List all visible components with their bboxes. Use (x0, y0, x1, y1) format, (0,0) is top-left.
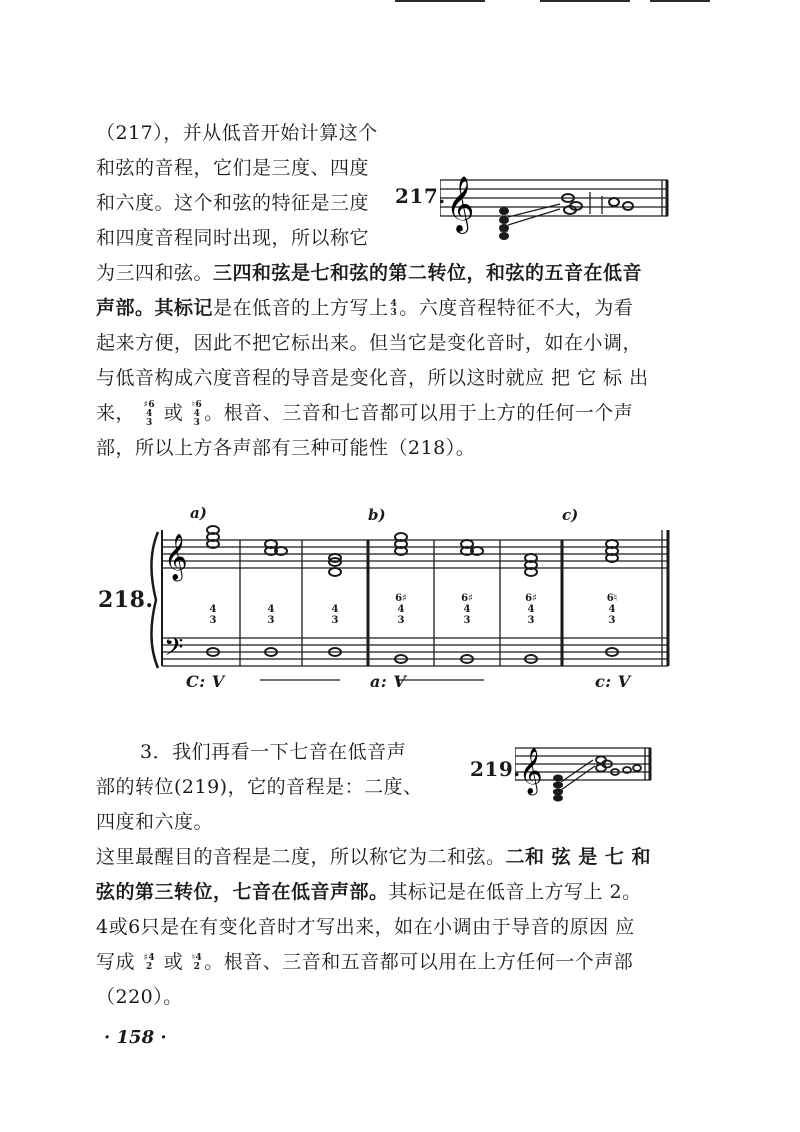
figured-bass-digit: 4 (209, 604, 217, 615)
text-normal: 。六度音程特征不大，为看 (399, 297, 634, 319)
section3-line: 部的转位(219)，它的音程是：二度、 (96, 776, 423, 798)
key-marker-a: a: V (370, 672, 407, 691)
figured-mark: ♮4 2 (191, 953, 203, 972)
text-normal: 这里最醒目的音程是二度，所以称它为二和弦。 (96, 846, 506, 868)
section-label: c) (562, 506, 579, 524)
scan-mark (650, 0, 710, 2)
text-normal: 其标记是在低音上方写上 2。 (388, 881, 642, 903)
text-bold: 弦的第三转位，七音在低音声部。 (96, 881, 389, 903)
section3-line: 3．我们再看一下七音在低音声 (140, 741, 407, 763)
figured-mark: ♯4 2 (143, 953, 156, 972)
paragraph-line (96, 291, 633, 326)
bass-clef: 𝄢 (164, 633, 184, 668)
figured-bass-digit: 4 (527, 604, 535, 615)
text-normal: 或 (163, 951, 184, 973)
paragraph-line (96, 256, 642, 291)
paragraph-line: 与低音构成六度音程的导音是变化音，所以这时就应 把 它 标 出 (96, 367, 649, 389)
figured-bass-digit: 4 (267, 604, 275, 615)
figure-218-label: 218. (98, 587, 154, 613)
text-normal: 为三四和弦。 (96, 262, 214, 284)
figured-mark: ♯6 4 3 (143, 399, 156, 428)
paragraph-line: 4或6只是在有变化音时才写出来，如在小调由于导音的原因 应 (96, 916, 635, 938)
text-normal: 。根音、三音和五音都可以用在上方任何一个声部 (204, 951, 634, 973)
intro-line: 和六度。这个和弦的特征是三度 (96, 192, 370, 214)
note-head (329, 568, 341, 576)
figured-bass-digit: 3 (267, 615, 275, 626)
paragraph-line (96, 945, 633, 980)
figured-mark: ♮6 4 3 (191, 399, 203, 428)
figured-bass-digit: 6♮ (606, 593, 618, 604)
section3-line: 四度和六度。 (96, 811, 214, 833)
scan-mark (540, 0, 630, 2)
text-normal: 。根音、三音和七音都可以用于上方的任何一个声 (204, 402, 634, 424)
page-number: · 158 · (104, 1027, 167, 1048)
key-marker-c: C: V (186, 672, 225, 691)
text-normal: 写成 (96, 951, 136, 973)
svg-text:𝄞: 𝄞 (519, 748, 543, 794)
figured-bass-digit: 4 (397, 604, 405, 615)
text-normal: 来， (96, 402, 136, 424)
figured-bass-digit: 4 (608, 604, 616, 615)
figured-bass-digit: 3 (608, 615, 616, 626)
figured-bass-digit: 3 (397, 615, 405, 626)
figured-bass-digit: 3 (331, 615, 339, 626)
text-bold: 二和 弦 是 七 和 (505, 846, 651, 868)
figured-bass-digit: 3 (209, 615, 217, 626)
figure-217-notation (440, 162, 672, 244)
paragraph-line: 部，所以上方各声部有三种可能性（218）。 (96, 437, 476, 459)
figured-bass-digit: 3 (527, 615, 535, 626)
intro-line: 和弦的音程，它们是三度、四度 (96, 157, 370, 179)
figured-bass-digit: 6♯ (461, 593, 473, 604)
paragraph-line (96, 840, 651, 875)
figured-bass-digit: 6♯ (395, 593, 407, 604)
paragraph-line (96, 875, 642, 910)
figured-bass-digit: 4 (463, 604, 471, 615)
paragraph-line: （220）。 (96, 986, 183, 1008)
text-bold: 声部。其标记 (96, 297, 214, 319)
section-label: a) (190, 504, 207, 522)
figure-217-label: 217. (395, 184, 446, 208)
text-normal: 或 (163, 402, 184, 424)
intro-line: 和四度音程同时出现，所以称它 (96, 227, 370, 249)
section-label: b) (368, 506, 386, 524)
figure-219-label: 219. (470, 757, 521, 781)
paragraph-line (96, 396, 633, 431)
figured-bass-digit: 3 (463, 615, 471, 626)
intro-line: （217），并从低音开始计算这个 (96, 122, 378, 144)
text-normal: 是在低音的上方写上 (213, 297, 389, 319)
text-bold: 三四和弦是七和弦的第二转位，和弦的五音在低音 (213, 262, 643, 284)
figure-219-notation (515, 734, 655, 804)
scan-mark (395, 0, 485, 2)
svg-text:𝄞: 𝄞 (446, 176, 475, 232)
treble-clef: 𝄞 (164, 534, 188, 580)
key-marker-c-minor: c: V (595, 672, 631, 691)
figured-bass-digit: 6♯ (525, 593, 537, 604)
figured-mark: 4 3 (390, 299, 398, 318)
paragraph-line: 起来方便，因此不把它标出来。但当它是变化音时，如在小调， (96, 332, 643, 354)
figured-bass-digit: 4 (331, 604, 339, 615)
